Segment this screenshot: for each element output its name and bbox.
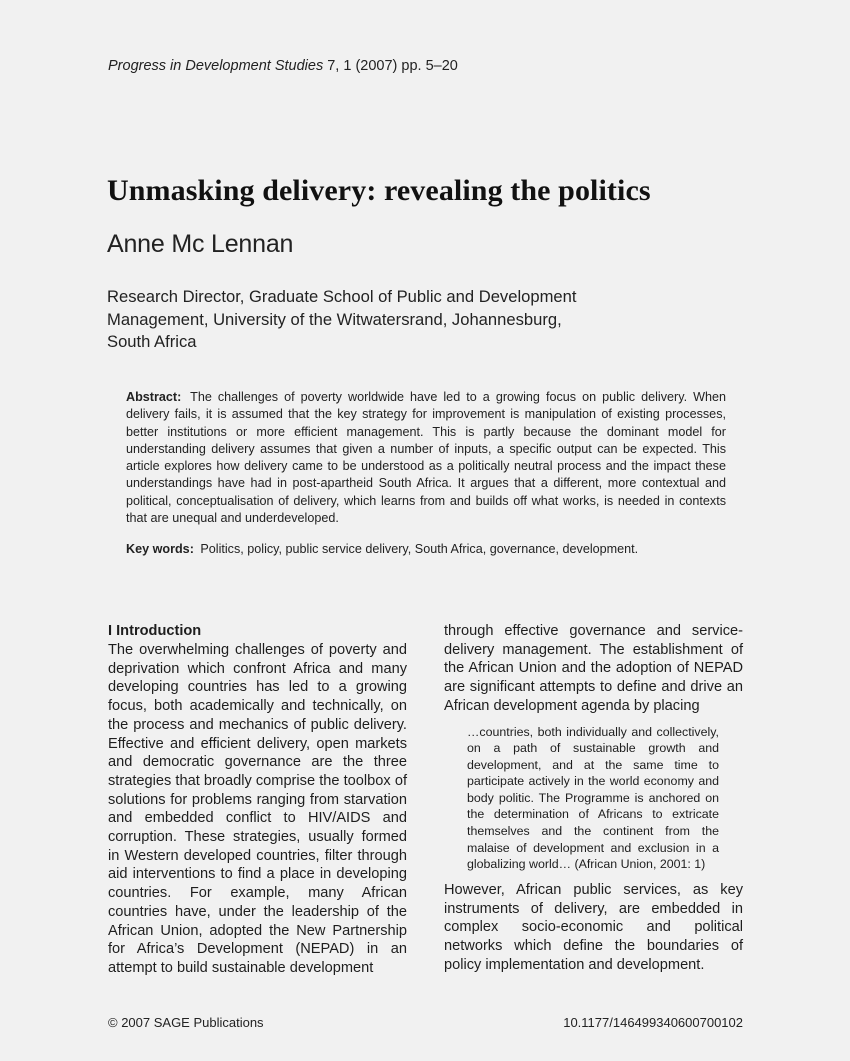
author-name: Anne Mc Lennan	[107, 230, 294, 258]
journal-citation: 7, 1 (2007) pp. 5–20	[327, 58, 458, 74]
copyright-notice: © 2007 SAGE Publications	[108, 1015, 264, 1030]
keywords-text: Politics, policy, public service delivery, South Africa, governance, development.	[200, 542, 639, 556]
continued-paragraph: through effective governance and service-delivery management. The establishment of the African Union and the adoption of NEPAD are significant attempts to define and drive an African development agenda by placing	[444, 623, 743, 714]
keywords-label: Key words:	[126, 542, 194, 556]
section-heading: I Introduction	[108, 623, 202, 639]
affiliation-line: Management, University of the Witwatersrand, Johannesburg,	[107, 309, 562, 329]
block-quote: …countries, both individually and collectively, on a path of sustainable growth and development, and at the same time to participate actively in the world economy and body politic. The Programme is anchored on the determination of Africans to extricate themselves and the continent from the malaise of development and exclusion in a globalizing world… (African Union, 2001: 1)	[467, 724, 719, 872]
affiliation-line: Research Director, Graduate School of Public and Development	[107, 287, 577, 306]
body-column-right	[444, 622, 743, 974]
doi: 10.1177/146499340600700102	[563, 1015, 743, 1030]
affiliation-line: South Africa	[107, 332, 197, 351]
abstract-text: The challenges of poverty worldwide have led to a growing focus on public delivery. When delivery fails, it is assumed that the key strategy for improvement is manipulation of existing processes, better institutions or more efficient management. This is partly because the dominant model for understanding delivery assumes that given a number of inputs, a specific output can be expected. This article explores how delivery came to be understood as a politically neutral process and the impact these understandings have had in post-apartheid South Africa. It argues that a different, more contextual and political, conceptualisation of delivery, which learns from and builds off what works, is needed in contexts that are unequal and underdeveloped.	[126, 390, 727, 526]
intro-paragraph: The overwhelming challenges of poverty and deprivation which confront Africa and many developing countries has led to a growing focus, both academically and technically, on the process and mechanics of public delivery. Effective and efficient delivery, open markets and democratic governance are the three strategies that broadly comprise the toolbox of solutions for problems ranging from starvation and embedded conflict to HIV/AIDS and corruption. These strategies, usually formed in Western developed countries, filter through aid interventions to find a place in developing countries. For example, many African countries have, under the leadership of the African Union, adopted the New Partnership for Africa’s Development (NEPAD) in an attempt to build sustainable development	[108, 642, 407, 976]
abstract	[126, 389, 726, 527]
following-paragraph: However, African public services, as key instruments of delivery, are embedded in complex socio-economic and political networks which define the boundaries of policy implementation and development.	[444, 881, 743, 973]
body-column-left	[108, 622, 407, 978]
author-affiliation	[107, 286, 667, 354]
keywords	[126, 541, 746, 558]
journal-name: Progress in Development Studies	[108, 58, 324, 74]
journal-header	[108, 58, 748, 74]
abstract-label: Abstract:	[126, 390, 182, 404]
article-title: Unmasking delivery: revealing the politics	[107, 174, 651, 207]
